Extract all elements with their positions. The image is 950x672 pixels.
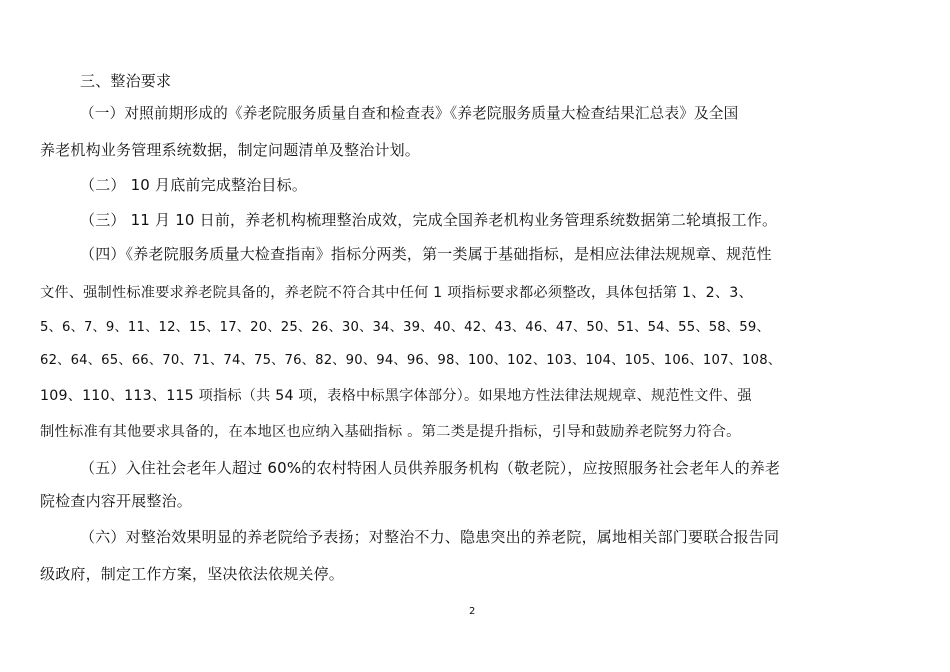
paragraph-1-line-1: （一）对照前期形成的《养老院服务质量自查和检查表》《养老院服务质量大检查结果汇总表》及全国 xyxy=(80,105,739,122)
paragraph-4-line-2: 文件、强制性标准要求养老院具备的，养老院不符合其中任何 1 项指标要求都必须整改，具体包括第 1、2、3、 xyxy=(40,285,753,301)
section-heading: 三、整治要求 xyxy=(80,72,172,90)
paragraph-3: （三） 11 月 10 日前，养老机构梳理整治成效，完成全国养老机构业务管理系统数据第二轮填报工作。 xyxy=(80,211,778,229)
paragraph-5-line-1: （五）入住社会老年人超过 60%的农村特困人员供养服务机构（敬老院），应按照服务社会老年人的养老 xyxy=(80,459,781,477)
paragraph-6-line-2: 级政府，制定工作方案，坚决依法依规关停。 xyxy=(40,565,345,583)
paragraph-1-line-2: 养老机构业务管理系统数据，制定问题清单及整治计划。 xyxy=(40,141,421,159)
paragraph-5-line-2: 院检查内容开展整治。 xyxy=(40,492,193,510)
page-number: 2 xyxy=(469,606,476,617)
paragraph-2: （二） 10 月底前完成整治目标。 xyxy=(80,176,308,194)
paragraph-4-line-5: 109、110、113、115 项指标（共 54 项，表格中标黑字体部分）。如果地方性法律法规规章、规范性文件、强 xyxy=(40,388,752,404)
paragraph-4-line-6: 制性标准有其他要求具备的，在本地区也应纳入基础指标 。第二类是提升指标，引导和鼓励养老院努力符合。 xyxy=(40,424,741,440)
paragraph-6-line-1: （六）对整治效果明显的养老院给予表扬；对整治不力、隐患突出的养老院，属地相关部门要联合报告同 xyxy=(80,528,780,546)
paragraph-4-line-1: （四）《养老院服务质量大检查指南》指标分两类，第一类属于基础指标，是相应法律法规规章、规范性 xyxy=(80,245,772,263)
paragraph-4-line-3: 5、6、7、9、11、12、15、17、20、25、26、30、34、39、40、42、43、46、47、50、51、54、55、58、59、 xyxy=(40,320,770,335)
paragraph-4-line-4: 62、64、65、66、70、71、74、75、76、82、90、94、96、98、100、102、103、104、105、106、107、108、 xyxy=(40,353,782,368)
